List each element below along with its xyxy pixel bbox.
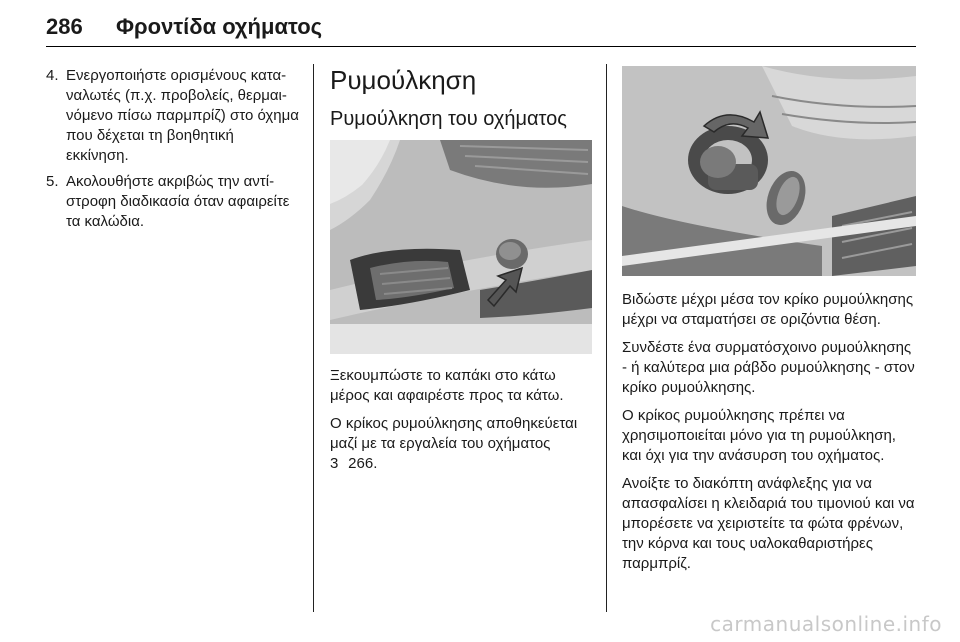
page-number: 286: [46, 14, 83, 39]
paragraph: Βιδώστε μέχρι μέσα τον κρίκο ρυμούλκησης μέχρι να σταματήσει σε οριζόντια θέση.: [622, 291, 914, 328]
subsection-title: Ρυμούλκηση του οχήματος: [330, 108, 567, 130]
watermark: carmanualsonline.info: [710, 612, 942, 636]
list-item: [46, 172, 300, 232]
page-reference: [330, 454, 592, 474]
page-header: [46, 14, 916, 48]
paragraph-text: Ο κρίκος ρυμούλκησης αποθηκεύεται μαζί με τα εργαλεία του οχήματος: [330, 415, 578, 452]
column-divider-2: [606, 64, 607, 612]
step-number: 4.: [46, 67, 59, 84]
step-text: Ακολουθήστε ακριβώς την αντίστροφη διαδικασία όταν αφαιρείτε τα καλώδια.: [66, 173, 290, 230]
bumper-cover-illustration: [330, 140, 592, 354]
reference-arrow-icon: 3: [330, 455, 339, 472]
paragraph: Ανοίξτε το διακόπτη ανάφλεξης για να απασφαλίσει η κλειδαριά του τιμονιού και να μπορέσετε να χειριστείτε τα φώτα φρένων, την κόρνα και τους υαλοκαθαριστήρες παρμπρίζ.: [622, 475, 915, 572]
paragraph: [330, 414, 592, 454]
paragraph: Ξεκουμπώστε το καπάκι στο κάτω μέρος και αφαιρέστε προς τα κάτω.: [330, 367, 564, 404]
header-divider: [46, 46, 916, 47]
column-3-text: [622, 290, 916, 582]
paragraph: Συνδέστε ένα συρματόσχοινο ρυμούλκησης - ή καλύτερα μια ράβδο ρυμούλκησης - στον κρίκο ρυμούλκησης.: [622, 339, 915, 396]
chapter-title: Φροντίδα οχήματος: [116, 14, 323, 39]
towing-eye-illustration: [622, 66, 916, 276]
reference-page: 266.: [348, 455, 378, 472]
column-1: [46, 66, 300, 238]
column-2-text: [330, 366, 592, 474]
paragraph: Ο κρίκος ρυμούλκησης πρέπει να χρησιμοποιείται μόνο για τη ρυμούλκηση, και όχι για την ανάσυρση του οχήματος.: [622, 407, 896, 464]
column-divider-1: [313, 64, 314, 612]
column-2-headings: [330, 64, 592, 132]
step-text: Ενεργοποιήστε ορισμένους καταναλωτές (π.χ. προβολείς, θερμαινόμενο πίσω παρμπρίζ) στο όχημα που δέχεται τη βοηθητική εκκίνηση.: [66, 67, 299, 164]
list-item: [46, 66, 300, 166]
step-number: 5.: [46, 173, 59, 190]
section-title: Ρυμούλκηση: [330, 65, 477, 95]
